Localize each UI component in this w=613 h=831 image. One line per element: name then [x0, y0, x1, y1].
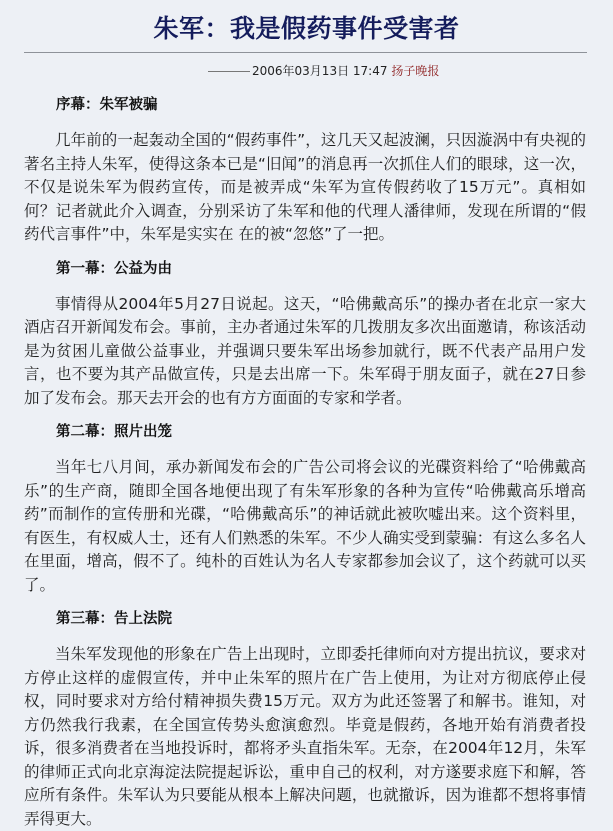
article-body: [24, 94, 586, 831]
section-paragraph: 当年七八月间，承办新闻发布会的广告公司将会议的光碟资料给了“哈佛戴高乐”的生产商，随即全国各地便出现了有朱军形象的各种为宣传“哈佛戴高乐增高药”而制作的宣传册和光碟，“哈佛戴高乐”的神话就此被吹嘘出来。这个资料里，有医生，有权威人士，还有人们熟悉的朱军。不少人确实受到蒙骗：有这么多名人在里面，增高，假不了。纯朴的百姓认为名人专家都参加会议了，这个药就可以买了。: [24, 458, 586, 594]
section-paragraph: 几年前的一起轰动全国的“假药事件”，这几天又起波澜，只因漩涡中有央视的著名主持人朱军，使得这条本已是“旧闻”的消息再一次抓住人们的眼球，这一次，不仅是说朱军为假药宣传，而是被弄成“朱军为宣传假药收了15万元”。真相如何？记者就此介入调查，分别采访了朱军和他的代理人潘律师，发现在所谓的“假药代言事件”中，朱军是实实在 在的被“忽悠”了一把。: [24, 131, 586, 243]
section-heading: 序幕：朱军被骗: [56, 97, 158, 113]
section-prologue: [24, 94, 586, 247]
meta-dash-line: [208, 71, 250, 72]
section-act-two: [24, 421, 586, 597]
section-heading: 第三幕：告上法院: [56, 611, 172, 627]
title-divider: [24, 52, 587, 53]
section-act-one: [24, 258, 586, 411]
article-meta: [208, 63, 439, 79]
section-paragraph: 当朱军发现他的形象在广告上出现时，立即委托律师向对方提出抗议，要求对方停止这样的虚假宣传，并中止朱军的照片在广告上使用，为让对方彻底停止侵权，同时要求对方给付精神损失费15万元。双方为此还签署了和解书。谁知，对方仍然我行我素，在全国宣传势头愈演愈烈。毕竟是假药，各地开始有消费者投诉，很多消费者在当地投诉时，都将矛头直指朱军。无奈，在2004年12月，朱军的律师正式向北京海淀法院提起诉讼，重申自己的权利，对方遂要求庭下和解，答应所有条件。朱军认为只要能从根本上解决问题，也就撤诉，因为谁都不想将事情弄得更大。: [24, 645, 586, 828]
section-heading: 第二幕：照片出笼: [56, 424, 172, 440]
section-heading: 第一幕：公益为由: [56, 260, 172, 277]
source-link[interactable]: 扬子晚报: [391, 64, 440, 78]
publish-datetime: 2006年03月13日 17:47: [252, 64, 388, 78]
section-paragraph: 事情得从2004年5月27日说起。这天，“哈佛戴高乐”的操办者在北京一家大酒店召开新闻发布会。事前，主办者通过朱军的几拨朋友多次出面邀请，称该活动是为贫困儿童做公益事业，并强调只要朱军出场参加就行，既不代表产品用户发言，也不要为其产品做宣传，只是去出席一下。朱军碍于朋友面子，就在27日参加了发布会。那天去开会的也有方方面面的专家和学者。: [24, 294, 586, 407]
article-title: 朱军：我是假药事件受害者: [153, 14, 460, 43]
section-act-three: [24, 608, 586, 831]
